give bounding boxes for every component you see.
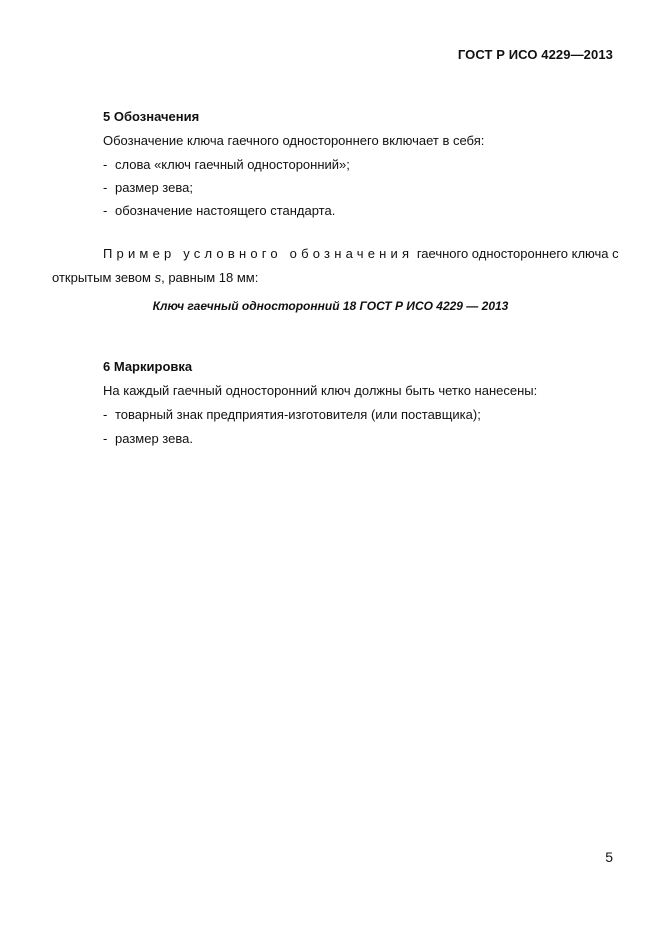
section-5-title: 5 Обозначения bbox=[103, 109, 200, 124]
list-item bbox=[103, 157, 350, 172]
example-lead: Пример условного обозначения bbox=[103, 246, 414, 261]
section-5-intro: Обозначение ключа гаечного одностороннего включает в себя: bbox=[103, 133, 485, 148]
list-item bbox=[103, 431, 193, 446]
example-variable: s bbox=[154, 270, 162, 285]
list-marker: - bbox=[103, 407, 108, 422]
list-marker: - bbox=[103, 431, 108, 446]
list-item-text: обозначение настоящего стандарта. bbox=[115, 203, 336, 218]
list-item bbox=[103, 407, 481, 422]
list-item-text: товарный знак предприятия-изготовителя (или поставщика); bbox=[115, 407, 481, 422]
list-marker: - bbox=[103, 180, 108, 195]
list-item-text: слова «ключ гаечный односторонний»; bbox=[115, 157, 350, 172]
example-line-2 bbox=[52, 270, 258, 285]
example-text-2b: , равным 18 мм: bbox=[161, 270, 259, 285]
list-item-text: размер зева. bbox=[115, 431, 193, 446]
list-item bbox=[103, 180, 193, 195]
section-6-intro: На каждый гаечный односторонний ключ должны быть четко нанесены: bbox=[103, 383, 538, 398]
example-text-1: гаечного одностороннего ключа с bbox=[416, 246, 619, 261]
list-marker: - bbox=[103, 157, 108, 172]
section-6-title: 6 Маркировка bbox=[103, 359, 193, 374]
list-item-text: размер зева; bbox=[115, 180, 193, 195]
example-designation: Ключ гаечный односторонний 18 ГОСТ Р ИСО 4229 — 2013 bbox=[152, 299, 509, 313]
document-header: ГОСТ Р ИСО 4229—2013 bbox=[457, 47, 613, 62]
page-number: 5 bbox=[605, 849, 613, 865]
list-item bbox=[103, 203, 335, 218]
list-marker: - bbox=[103, 203, 108, 218]
example-text-2a: открытым зевом bbox=[52, 270, 155, 285]
example-line-1 bbox=[103, 246, 619, 261]
